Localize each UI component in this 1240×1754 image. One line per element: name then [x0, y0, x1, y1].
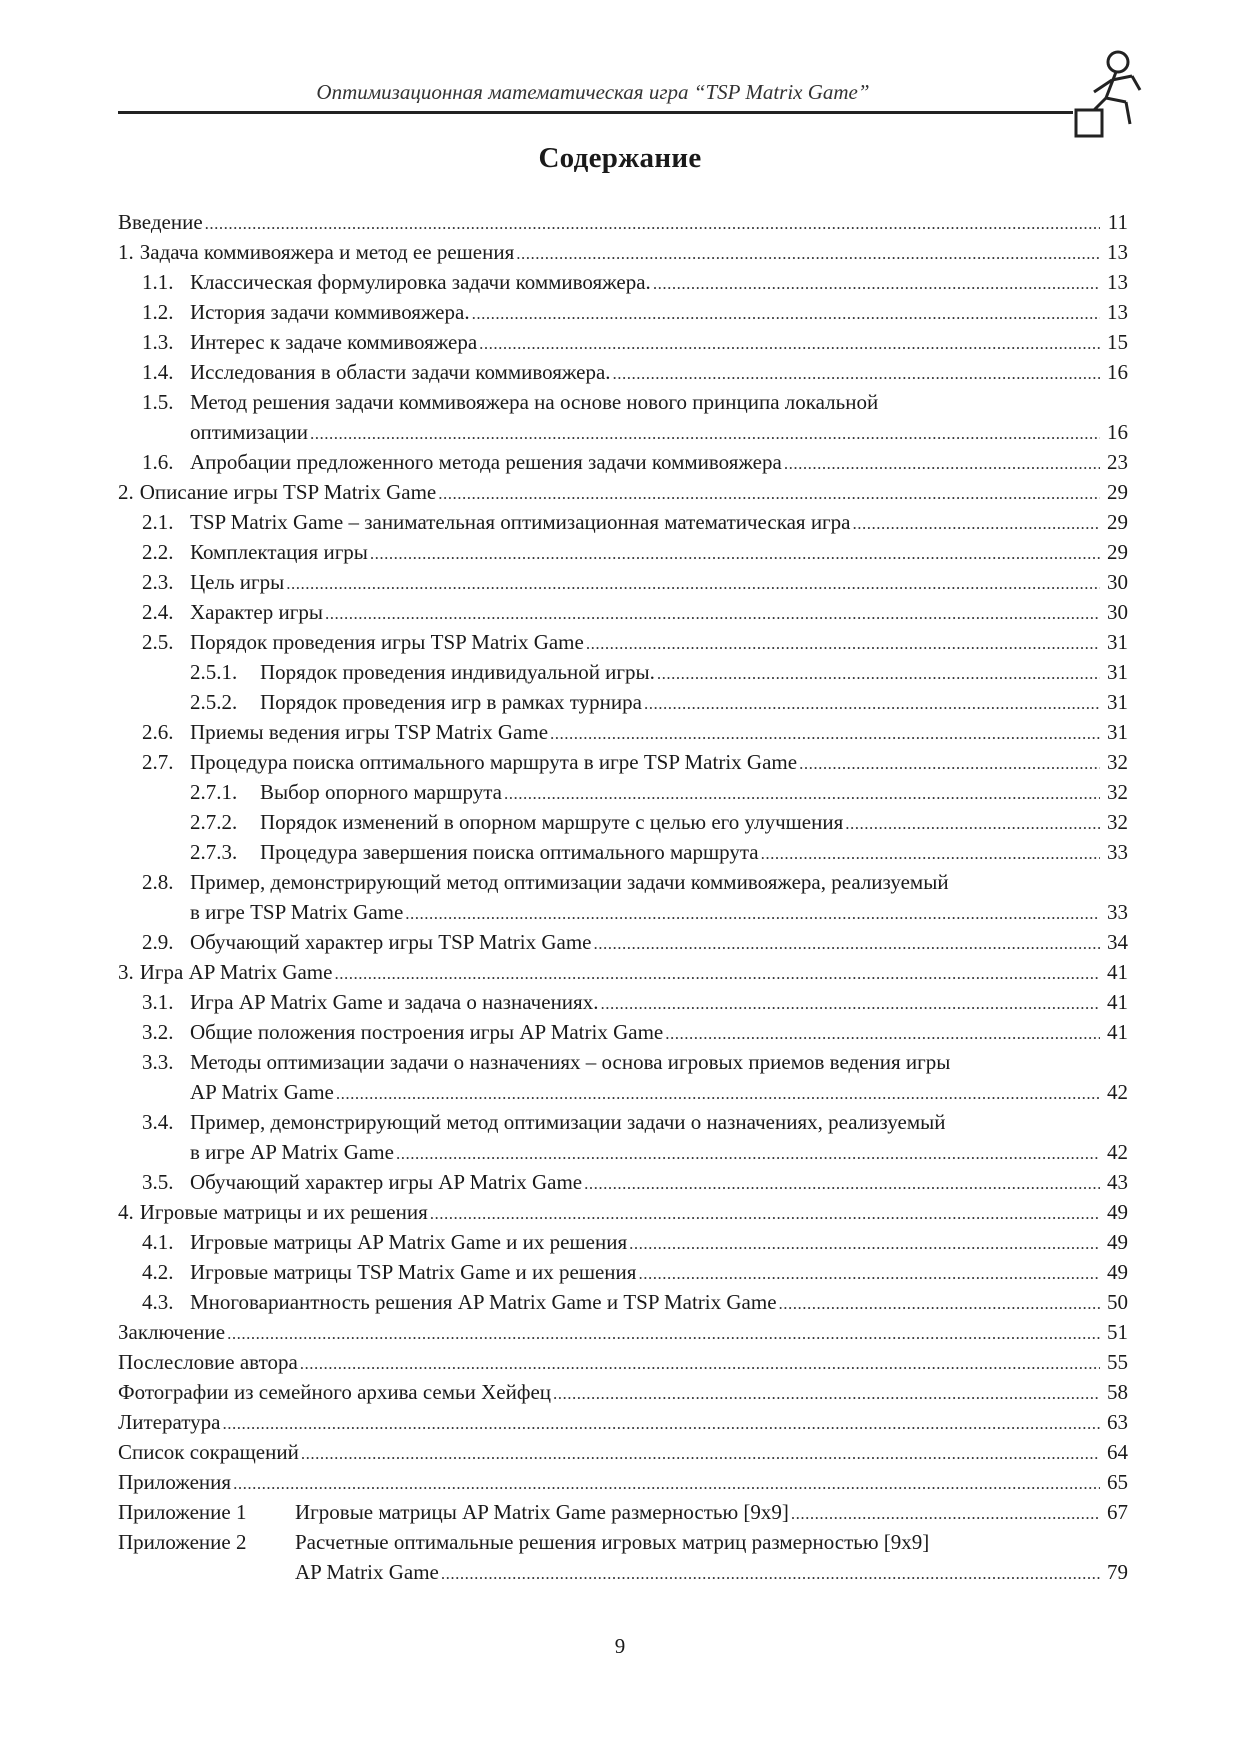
toc-entry-title: Выбор опорного маршрута — [260, 780, 502, 804]
toc-entry-title: Методы оптимизации задачи о назначениях – основа игровых приемов ведения игры — [190, 1050, 951, 1074]
leader-dots — [779, 1291, 1100, 1317]
leader-dots — [516, 241, 1100, 267]
toc-entry-page: 34 — [1107, 930, 1128, 954]
toc-entry-number: 2.7. — [142, 750, 174, 774]
toc-entry-page: 30 — [1107, 600, 1128, 624]
toc-entry-title: Заключение — [118, 1320, 226, 1344]
toc-entry-page: 33 — [1107, 900, 1128, 924]
leader-dots — [665, 1021, 1100, 1047]
toc-entry-page: 32 — [1107, 810, 1128, 834]
toc-entry[interactable] — [118, 657, 1128, 687]
table-of-contents — [118, 207, 1128, 1587]
toc-entry[interactable] — [118, 987, 1128, 1017]
toc-entry-page: 55 — [1107, 1350, 1128, 1374]
toc-entry-number: 4.2. — [142, 1260, 174, 1284]
toc-entry-title: Порядок проведения игр в рамках турнира — [260, 690, 642, 714]
toc-entry-number: 2.8. — [142, 870, 174, 894]
leader-dots — [222, 1411, 1100, 1437]
toc-entry-page: 42 — [1107, 1080, 1128, 1104]
toc-entry-page: 32 — [1107, 780, 1128, 804]
toc-entry-page: 16 — [1107, 420, 1128, 444]
leader-dots — [479, 331, 1100, 357]
toc-entry-number: 2.7.2. — [190, 810, 238, 834]
toc-entry-number: 2.5. — [142, 630, 174, 654]
toc-entry-page: 23 — [1107, 450, 1128, 474]
toc-entry-number: 1.5. — [142, 390, 174, 414]
toc-entry-number: 2.9. — [142, 930, 174, 954]
leader-dots — [845, 811, 1100, 837]
toc-entry-page: 16 — [1107, 360, 1128, 384]
toc-entry[interactable] — [118, 267, 1128, 297]
toc-entry-page: 51 — [1107, 1320, 1128, 1344]
leader-dots — [405, 901, 1100, 927]
toc-entry[interactable] — [118, 1047, 1128, 1077]
toc-entry[interactable] — [118, 297, 1128, 327]
toc-entry-title: Характер игры — [190, 600, 323, 624]
toc-entry[interactable] — [118, 237, 1128, 267]
toc-entry-continuation[interactable] — [118, 1137, 1128, 1167]
toc-entry-number: 1.2. — [142, 300, 174, 324]
leader-dots — [227, 1321, 1100, 1347]
toc-entry-number: 3.2. — [142, 1020, 174, 1044]
toc-entry-title: Обучающий характер игры AP Matrix Game — [190, 1170, 583, 1194]
toc-entry[interactable] — [118, 567, 1128, 597]
toc-entry-page: 29 — [1107, 540, 1128, 564]
leader-dots — [761, 841, 1100, 867]
toc-entry[interactable] — [118, 477, 1128, 507]
leader-dots — [205, 211, 1100, 237]
toc-entry-page: 32 — [1107, 750, 1128, 774]
toc-entry-number: 4.3. — [142, 1290, 174, 1314]
toc-entry-number: 3. — [118, 960, 134, 984]
toc-entry-page: 58 — [1107, 1380, 1128, 1404]
toc-entry[interactable] — [118, 447, 1128, 477]
toc-entry[interactable] — [118, 1437, 1128, 1467]
toc-entry-continuation[interactable] — [118, 1077, 1128, 1107]
leader-dots — [853, 511, 1101, 537]
toc-entry-title: Общие положения построения игры AP Matrix Game — [190, 1020, 664, 1044]
toc-entry-page: 31 — [1107, 630, 1128, 654]
toc-entry[interactable] — [118, 207, 1128, 237]
toc-entry-page: 30 — [1107, 570, 1128, 594]
toc-entry-title: Игра AP Matrix Game — [139, 960, 333, 984]
toc-entry-number: 2.5.1. — [190, 660, 238, 684]
toc-entry[interactable] — [118, 1467, 1128, 1497]
toc-entry[interactable] — [118, 1107, 1128, 1137]
toc-entry-title: Исследования в области задачи коммивояжера. — [190, 360, 611, 384]
toc-entry-title: Процедура поиска оптимального маршрута в игре TSP Matrix Game — [190, 750, 798, 774]
leader-dots — [286, 571, 1100, 597]
toc-entry-page: 31 — [1107, 690, 1128, 714]
toc-entry-title: Введение — [118, 210, 203, 234]
leader-dots — [233, 1471, 1100, 1497]
leader-dots — [336, 1081, 1100, 1107]
toc-entry-page: 29 — [1107, 480, 1128, 504]
leader-dots — [370, 541, 1100, 567]
leader-dots — [791, 1501, 1100, 1527]
toc-entry[interactable] — [118, 957, 1128, 987]
toc-entry[interactable] — [118, 387, 1128, 417]
leader-dots — [334, 961, 1100, 987]
leader-dots — [629, 1231, 1100, 1257]
toc-entry[interactable] — [118, 1347, 1128, 1377]
toc-entry-title: Процедура завершения поиска оптимального маршрута — [260, 840, 759, 864]
toc-entry[interactable] — [118, 1317, 1128, 1347]
header-rule — [118, 111, 1073, 114]
toc-entry-page: 31 — [1107, 660, 1128, 684]
toc-entry-title: Игровые матрицы TSP Matrix Game и их решения — [190, 1260, 637, 1284]
leader-dots — [638, 1261, 1100, 1287]
toc-entry-title-continued: в игре TSP Matrix Game — [190, 900, 404, 924]
toc-entry[interactable] — [118, 1407, 1128, 1437]
toc-entry-number: Приложение 2 — [118, 1530, 247, 1554]
toc-entry-number: 4. — [118, 1200, 134, 1224]
toc-entry[interactable] — [118, 507, 1128, 537]
toc-entry-title-continued: AP Matrix Game — [190, 1080, 334, 1104]
page-number: 9 — [614, 1634, 626, 1658]
toc-entry[interactable] — [118, 1017, 1128, 1047]
toc-entry-title: TSP Matrix Game – занимательная оптимизационная математическая игра — [190, 510, 851, 534]
leader-dots — [653, 271, 1100, 297]
toc-entry-title: Список сокращений — [118, 1440, 299, 1464]
toc-entry[interactable] — [118, 627, 1128, 657]
toc-entry[interactable] — [118, 747, 1128, 777]
toc-entry-title: Порядок проведения игры TSP Matrix Game — [190, 630, 584, 654]
toc-entry-title: Метод решения задачи коммивояжера на основе нового принципа локальной — [190, 390, 879, 414]
leader-dots — [301, 1441, 1100, 1467]
leader-dots — [600, 991, 1100, 1017]
toc-entry-number: 2.4. — [142, 600, 174, 624]
leader-dots — [550, 721, 1100, 747]
toc-entry-continuation[interactable] — [118, 417, 1128, 447]
toc-entry-page: 63 — [1107, 1410, 1128, 1434]
toc-entry[interactable] — [118, 1497, 1128, 1527]
leader-dots — [472, 301, 1100, 327]
toc-entry-title: Игровые матрицы AP Matrix Game и их решения — [190, 1230, 628, 1254]
toc-entry-number: 1.4. — [142, 360, 174, 384]
toc-entry-page: 41 — [1107, 960, 1128, 984]
toc-entry-title: Классическая формулировка задачи коммивояжера. — [190, 270, 651, 294]
toc-entry[interactable] — [118, 1197, 1128, 1227]
toc-entry[interactable] — [118, 807, 1128, 837]
toc-entry-title: Цель игры — [190, 570, 285, 594]
leader-dots — [657, 661, 1100, 687]
toc-entry-title: Комплектация игры — [190, 540, 368, 564]
toc-entry-page: 67 — [1107, 1500, 1128, 1524]
leader-dots — [396, 1141, 1100, 1167]
toc-entry[interactable] — [118, 717, 1128, 747]
leader-dots — [438, 481, 1100, 507]
toc-entry-page: 13 — [1107, 240, 1128, 264]
toc-entry-number: 1.6. — [142, 450, 174, 474]
toc-entry-title: Приемы ведения игры TSP Matrix Game — [190, 720, 549, 744]
toc-entry-title: Литература — [118, 1410, 221, 1434]
toc-entry-number: 3.1. — [142, 990, 174, 1014]
toc-entry-number: 2.2. — [142, 540, 174, 564]
toc-entry-page: 65 — [1107, 1470, 1128, 1494]
leader-dots — [300, 1351, 1100, 1377]
toc-entry[interactable] — [118, 357, 1128, 387]
toc-entry[interactable] — [118, 1227, 1128, 1257]
toc-entry-title-continued: оптимизации — [190, 420, 309, 444]
toc-entry[interactable] — [118, 1287, 1128, 1317]
running-header: Оптимизационная математическая игра “TSP Matrix Game” — [316, 80, 870, 104]
toc-entry-title: Многовариантность решения AP Matrix Game и TSP Matrix Game — [190, 1290, 777, 1314]
toc-entry-number: 2.7.1. — [190, 780, 238, 804]
toc-entry[interactable] — [118, 1527, 1128, 1557]
toc-entry[interactable] — [118, 1167, 1128, 1197]
toc-entry[interactable] — [118, 537, 1128, 567]
toc-entry-page: 42 — [1107, 1140, 1128, 1164]
toc-entry-title: Фотографии из семейного архива семьи Хейфец — [118, 1380, 552, 1404]
toc-entry-title: Интерес к задаче коммивояжера — [190, 330, 478, 354]
toc-entry-title: Пример, демонстрирующий метод оптимизации задачи о назначениях, реализуемый — [190, 1110, 946, 1134]
toc-entry-title: Игра AP Matrix Game и задача о назначениях. — [190, 990, 599, 1014]
toc-entry-number: 2. — [118, 480, 134, 504]
toc-entry-number: 2.1. — [142, 510, 174, 534]
toc-entry-number: 1. — [118, 240, 134, 264]
leader-dots — [586, 631, 1100, 657]
toc-entry-page: 43 — [1107, 1170, 1128, 1194]
toc-entry-number: 3.3. — [142, 1050, 174, 1074]
leader-dots — [441, 1561, 1100, 1587]
page-title: Содержание — [538, 142, 702, 174]
toc-entry-title-continued: AP Matrix Game — [295, 1560, 439, 1584]
toc-entry[interactable] — [118, 687, 1128, 717]
toc-entry-number: 2.5.2. — [190, 690, 238, 714]
toc-entry-title: Апробации предложенного метода решения задачи коммивояжера — [190, 450, 782, 474]
leader-dots — [430, 1201, 1100, 1227]
toc-entry-page: 50 — [1107, 1290, 1128, 1314]
toc-entry-title: Задача коммивояжера и метод ее решения — [139, 240, 515, 264]
toc-entry-title-continued: в игре AP Matrix Game — [190, 1140, 394, 1164]
toc-entry-page: 79 — [1107, 1560, 1128, 1584]
toc-entry-page: 29 — [1107, 510, 1128, 534]
toc-entry-number: 2.6. — [142, 720, 174, 744]
toc-entry-number: 1.3. — [142, 330, 174, 354]
toc-entry[interactable] — [118, 1377, 1128, 1407]
toc-entry-page: 33 — [1107, 840, 1128, 864]
toc-entry[interactable] — [118, 867, 1128, 897]
toc-entry-page: 15 — [1107, 330, 1128, 354]
toc-entry[interactable] — [118, 1257, 1128, 1287]
toc-entry-title: Обучающий характер игры TSP Matrix Game — [190, 930, 592, 954]
toc-entry[interactable] — [118, 927, 1128, 957]
leader-dots — [593, 931, 1100, 957]
toc-entry-number: 3.4. — [142, 1110, 174, 1134]
leader-dots — [553, 1381, 1100, 1407]
toc-entry-page: 41 — [1107, 1020, 1128, 1044]
toc-entry-page: 64 — [1107, 1440, 1128, 1464]
toc-entry-page: 49 — [1107, 1230, 1128, 1254]
leader-dots — [784, 451, 1100, 477]
toc-entry-number: 2.7.3. — [190, 840, 238, 864]
toc-entry-title: Порядок изменений в опорном маршруте с целью его улучшения — [260, 810, 844, 834]
stick-figure-logo-icon — [1072, 48, 1152, 146]
toc-entry-number: 3.5. — [142, 1170, 174, 1194]
toc-entry-title: Расчетные оптимальные решения игровых матриц размерностью [9х9] — [295, 1530, 930, 1554]
toc-entry[interactable] — [118, 327, 1128, 357]
toc-entry-continuation[interactable] — [118, 897, 1128, 927]
toc-entry-title: Послесловие автора — [118, 1350, 298, 1374]
leader-dots — [504, 781, 1100, 807]
leader-dots — [644, 691, 1100, 717]
toc-entry[interactable] — [118, 777, 1128, 807]
toc-entry-page: 13 — [1107, 270, 1128, 294]
toc-entry-page: 31 — [1107, 720, 1128, 744]
toc-entry-page: 49 — [1107, 1200, 1128, 1224]
leader-dots — [310, 421, 1100, 447]
toc-entry-title: Описание игры TSP Matrix Game — [139, 480, 437, 504]
toc-entry-page: 13 — [1107, 300, 1128, 324]
toc-entry-continuation[interactable] — [118, 1557, 1128, 1587]
toc-entry-page: 49 — [1107, 1260, 1128, 1284]
toc-entry-title: Игровые матрицы и их решения — [139, 1200, 428, 1224]
leader-dots — [584, 1171, 1100, 1197]
toc-entry-title: Пример, демонстрирующий метод оптимизации задачи коммивояжера, реализуемый — [190, 870, 949, 894]
toc-entry-title: История задачи коммивояжера. — [190, 300, 470, 324]
toc-entry-number: Приложение 1 — [118, 1500, 247, 1524]
toc-entry[interactable] — [118, 597, 1128, 627]
toc-entry-page: 11 — [1107, 210, 1128, 234]
toc-entry[interactable] — [118, 837, 1128, 867]
leader-dots — [325, 601, 1100, 627]
toc-entry-page: 41 — [1107, 990, 1128, 1014]
leader-dots — [613, 361, 1100, 387]
toc-entry-number: 4.1. — [142, 1230, 174, 1254]
leader-dots — [799, 751, 1100, 777]
toc-entry-title: Игровые матрицы AP Matrix Game размерностью [9х9] — [295, 1500, 789, 1524]
toc-entry-title: Приложения — [118, 1470, 232, 1494]
toc-entry-number: 1.1. — [142, 270, 174, 294]
toc-entry-number: 2.3. — [142, 570, 174, 594]
toc-entry-title: Порядок проведения индивидуальной игры. — [260, 660, 655, 684]
